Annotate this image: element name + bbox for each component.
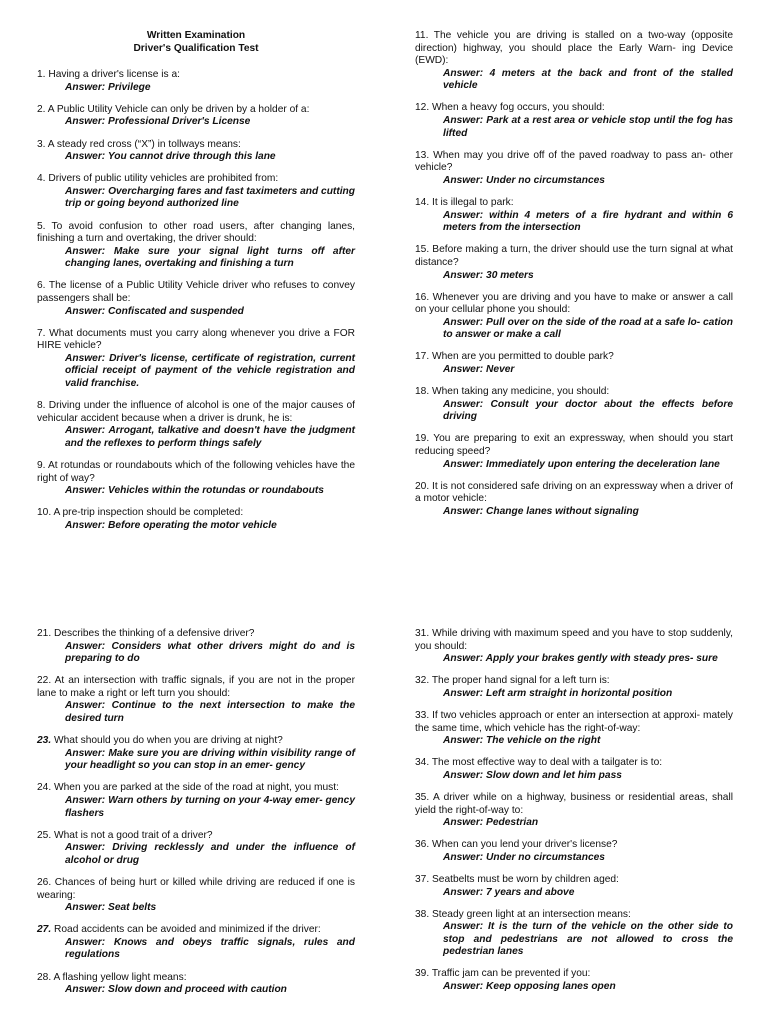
column-top-right bbox=[415, 30, 733, 528]
answer-text bbox=[415, 817, 733, 830]
answer-body: You cannot drive through this lane bbox=[107, 151, 276, 163]
answer-body: It is the turn of the vehicle on the other side to stop and pedestrians are not allowed to cross the pedestrian lanes bbox=[443, 921, 733, 958]
question-text bbox=[37, 280, 355, 305]
question-body: What is not a good trait of a driver? bbox=[54, 829, 213, 841]
question-body: When a heavy fog occurs, you should: bbox=[432, 102, 605, 114]
question-item bbox=[37, 830, 355, 868]
question-list bbox=[415, 628, 733, 994]
question-item bbox=[37, 675, 355, 725]
answer-body: Slow down and let him pass bbox=[486, 769, 622, 781]
question-item bbox=[37, 173, 355, 211]
answer-text bbox=[415, 68, 733, 93]
question-number: 36. bbox=[415, 839, 430, 851]
column-top-left bbox=[37, 30, 355, 542]
answer-text bbox=[37, 246, 355, 271]
question-text bbox=[37, 400, 355, 425]
answer-text bbox=[415, 210, 733, 235]
answer-body: Make sure your signal light turns off after changing lanes, overtaking and finishing a turn bbox=[65, 245, 355, 270]
answer-text bbox=[415, 921, 733, 959]
question-body: It is not considered safe driving on an expressway when a driver of a motor vehicle: bbox=[415, 480, 733, 505]
answer-text bbox=[37, 116, 355, 129]
answer-body: Privilege bbox=[108, 81, 151, 93]
question-body: Having a driver's license is a: bbox=[48, 69, 180, 81]
question-number: 9. bbox=[37, 460, 46, 472]
question-item bbox=[37, 972, 355, 997]
question-body: If two vehicles approach or enter an intersection at approxi- mately the same time, which vehicle has the right-of-way: bbox=[415, 709, 733, 734]
answer-body: Driver's license, certificate of registration, current official receipt of payment of the vehicle registration and valid franchise. bbox=[65, 352, 355, 390]
question-body: Describes the thinking of a defensive driver? bbox=[54, 628, 255, 639]
answer-prefix: Answer: bbox=[443, 398, 484, 410]
question-item bbox=[37, 328, 355, 391]
question-text bbox=[37, 972, 355, 985]
question-body: A flashing yellow light means: bbox=[53, 971, 187, 983]
answer-prefix: Answer: bbox=[443, 316, 484, 328]
question-item bbox=[37, 782, 355, 820]
question-number: 11. bbox=[415, 30, 429, 41]
answer-prefix: Answer: bbox=[443, 67, 484, 79]
question-number: 22. bbox=[37, 675, 52, 687]
answer-prefix: Answer: bbox=[443, 981, 484, 993]
answer-prefix: Answer: bbox=[65, 485, 106, 497]
answer-body: Pedestrian bbox=[486, 817, 539, 829]
answer-prefix: Answer: bbox=[443, 921, 484, 933]
answer-text bbox=[415, 399, 733, 424]
answer-text bbox=[37, 984, 355, 997]
answer-prefix: Answer: bbox=[65, 936, 106, 948]
answer-body: Considers what other drivers might do and is preparing to do bbox=[65, 640, 355, 665]
answer-body: Keep opposing lanes open bbox=[486, 981, 616, 993]
question-body: Drivers of public utility vehicles are prohibited from: bbox=[48, 173, 279, 185]
question-number: 16. bbox=[415, 291, 430, 303]
question-item bbox=[37, 221, 355, 271]
answer-prefix: Answer: bbox=[443, 458, 484, 470]
question-body: At an intersection with traffic signals, if you are not in the proper lane to make a right or left turn you should: bbox=[37, 675, 355, 699]
question-number: 34. bbox=[415, 757, 430, 769]
answer-prefix: Answer: bbox=[65, 640, 106, 652]
question-body: When taking any medicine, you should: bbox=[432, 386, 610, 398]
answer-prefix: Answer: bbox=[443, 687, 484, 699]
answer-body: Overcharging fares and fast taximeters and cutting trip or going beyond authorized line bbox=[65, 185, 355, 210]
question-body: A Public Utility Vehicle can only be driven by a holder of a: bbox=[47, 103, 310, 115]
answer-body: Left arm straight in horizontal position bbox=[486, 687, 673, 699]
answer-body: Consult your doctor about the effects before driving bbox=[443, 398, 733, 423]
answer-body: Professional Driver's License bbox=[108, 116, 251, 128]
question-body: What documents must you carry along whenever you drive a FOR HIRE vehicle? bbox=[37, 327, 355, 352]
answer-text bbox=[37, 842, 355, 867]
question-body: Traffic jam can be prevented if you: bbox=[431, 968, 591, 980]
question-text bbox=[415, 244, 733, 269]
answer-text bbox=[415, 175, 733, 188]
question-number: 25. bbox=[37, 829, 52, 841]
question-body: To avoid confusion to other road users, after changing lanes, finishing a turn and overtaking, the driver should: bbox=[37, 220, 356, 245]
answer-prefix: Answer: bbox=[65, 151, 106, 163]
question-item bbox=[415, 481, 733, 519]
answer-text bbox=[415, 735, 733, 748]
question-number: 21. bbox=[37, 628, 52, 639]
question-body: While driving with maximum speed and you have to stop suddenly, you should: bbox=[415, 628, 733, 652]
header-subtitle: Driver's Qualification Test bbox=[133, 42, 259, 54]
question-item bbox=[415, 244, 733, 282]
answer-prefix: Answer: bbox=[443, 653, 484, 665]
answer-text bbox=[415, 115, 733, 140]
question-item bbox=[415, 433, 733, 471]
answer-prefix: Answer: bbox=[443, 817, 484, 829]
question-list bbox=[415, 30, 733, 519]
question-number: 8. bbox=[37, 400, 46, 412]
question-number: 38. bbox=[415, 908, 430, 920]
question-text bbox=[415, 909, 733, 922]
question-body: A pre-trip inspection should be completed: bbox=[53, 507, 244, 519]
question-item bbox=[415, 792, 733, 830]
question-body: Seatbelts must be worn by children aged: bbox=[432, 873, 619, 885]
question-number: 13. bbox=[415, 149, 430, 161]
answer-text bbox=[37, 485, 355, 498]
answer-body: Under no circumstances bbox=[486, 174, 605, 186]
question-text bbox=[37, 104, 355, 117]
question-text bbox=[415, 30, 733, 68]
question-text bbox=[415, 102, 733, 115]
question-text bbox=[37, 221, 355, 246]
question-text bbox=[415, 792, 733, 817]
question-body: The license of a Public Utility Vehicle driver who refuses to convey passengers shall be: bbox=[37, 280, 355, 304]
question-item bbox=[37, 507, 355, 532]
question-number: 10. bbox=[37, 507, 52, 519]
answer-body: Continue to the next intersection to make the desired turn bbox=[65, 700, 355, 725]
answer-body: Change lanes without signaling bbox=[486, 505, 639, 517]
answer-body: Before operating the motor vehicle bbox=[108, 519, 277, 531]
answer-text bbox=[37, 520, 355, 533]
question-body: When may you drive off of the paved roadway to pass an- other vehicle? bbox=[415, 149, 733, 174]
question-text bbox=[415, 968, 733, 981]
question-number: 1. bbox=[37, 69, 46, 81]
question-number: 24. bbox=[37, 782, 52, 794]
question-item bbox=[37, 69, 355, 94]
question-number: 19. bbox=[415, 433, 430, 445]
question-number: 7. bbox=[37, 327, 46, 339]
answer-body: Pull over on the side of the road at a safe lo- cation to answer or make a call bbox=[443, 316, 733, 341]
answer-body: Warn others by turning on your 4-way emer- gency flashers bbox=[65, 795, 355, 819]
question-item bbox=[415, 757, 733, 782]
answer-prefix: Answer: bbox=[65, 747, 106, 759]
question-item bbox=[415, 30, 733, 93]
question-number: 6. bbox=[37, 280, 46, 292]
question-number: 14. bbox=[415, 197, 430, 209]
question-item bbox=[415, 197, 733, 235]
question-text bbox=[37, 735, 355, 748]
answer-prefix: Answer: bbox=[65, 902, 106, 914]
answer-prefix: Answer: bbox=[443, 886, 484, 898]
answer-text bbox=[415, 770, 733, 783]
answer-body: Vehicles within the rotundas or roundabouts bbox=[108, 485, 324, 497]
answer-body: 7 years and above bbox=[486, 886, 575, 898]
question-body: The vehicle you are driving is stalled on a two-way (opposite direction) highway, you should place the Early Warn- ing Device (EWD): bbox=[415, 30, 733, 67]
question-number: 17. bbox=[415, 351, 430, 363]
question-number: 4. bbox=[37, 173, 46, 185]
question-item bbox=[415, 710, 733, 748]
question-number: 2. bbox=[37, 103, 46, 115]
question-body: Chances of being hurt or killed while driving are reduced if one is wearing: bbox=[37, 877, 355, 901]
question-body: Driving under the influence of alcohol is one of the major causes of vehicular accident because when a driver is drunk, he is: bbox=[37, 400, 355, 424]
question-text bbox=[37, 782, 355, 795]
answer-prefix: Answer: bbox=[443, 115, 484, 127]
question-item bbox=[37, 139, 355, 164]
question-body: You are preparing to exit an expressway, when should you start reducing speed? bbox=[415, 433, 733, 458]
question-number: 27. bbox=[37, 924, 52, 936]
question-item bbox=[415, 351, 733, 376]
question-number: 32. bbox=[415, 675, 430, 687]
question-body: A steady red cross (“X”) in tollways means: bbox=[47, 138, 241, 150]
question-item bbox=[415, 909, 733, 959]
question-text bbox=[37, 675, 355, 700]
answer-prefix: Answer: bbox=[65, 352, 106, 364]
answer-body: Park at a rest area or vehicle stop until the fog has lifted bbox=[443, 115, 733, 139]
answer-prefix: Answer: bbox=[65, 116, 106, 128]
answer-text bbox=[37, 641, 355, 666]
answer-text bbox=[415, 364, 733, 377]
question-text bbox=[415, 481, 733, 506]
answer-text bbox=[37, 937, 355, 962]
question-body: What should you do when you are driving at night? bbox=[54, 735, 283, 747]
answer-prefix: Answer: bbox=[65, 305, 106, 317]
answer-text bbox=[415, 653, 733, 666]
answer-prefix: Answer: bbox=[65, 425, 106, 437]
question-body: It is illegal to park: bbox=[432, 197, 514, 209]
question-item bbox=[415, 292, 733, 342]
answer-body: Slow down and proceed with caution bbox=[108, 984, 287, 996]
question-item bbox=[415, 150, 733, 188]
question-number: 15. bbox=[415, 244, 430, 256]
question-body: The proper hand signal for a left turn is: bbox=[431, 675, 610, 687]
answer-body: Driving recklessly and under the influence of alcohol or drug bbox=[65, 842, 355, 866]
question-text bbox=[415, 675, 733, 688]
question-item bbox=[415, 102, 733, 140]
question-text bbox=[37, 924, 355, 937]
question-number: 5. bbox=[37, 220, 46, 232]
question-number: 33. bbox=[415, 709, 430, 721]
question-text bbox=[37, 69, 355, 82]
question-item bbox=[37, 104, 355, 129]
question-text bbox=[415, 710, 733, 735]
question-text bbox=[37, 139, 355, 152]
answer-body: Never bbox=[486, 364, 515, 376]
question-item bbox=[415, 628, 733, 666]
column-bottom-left bbox=[37, 628, 355, 1006]
answer-text bbox=[415, 270, 733, 283]
question-text bbox=[415, 386, 733, 399]
answer-body: Make sure you are driving within visibility range of your headlight so you can stop in an emer- gency bbox=[65, 747, 355, 772]
answer-text bbox=[415, 981, 733, 994]
question-text bbox=[415, 150, 733, 175]
answer-prefix: Answer: bbox=[443, 209, 484, 221]
answer-prefix: Answer: bbox=[443, 364, 484, 376]
question-body: When you are parked at the side of the road at night, you must: bbox=[54, 782, 339, 794]
answer-body: Seat belts bbox=[108, 902, 157, 914]
question-number: 35. bbox=[415, 791, 430, 803]
question-item bbox=[415, 874, 733, 899]
answer-prefix: Answer: bbox=[443, 174, 484, 186]
exam-header bbox=[37, 30, 355, 55]
question-body: Before making a turn, the driver should use the turn signal at what distance? bbox=[415, 244, 733, 268]
answer-body: 30 meters bbox=[486, 269, 534, 281]
question-text bbox=[415, 197, 733, 210]
answer-body: Under no circumstances bbox=[486, 851, 605, 863]
question-item bbox=[415, 675, 733, 700]
answer-text bbox=[415, 317, 733, 342]
question-text bbox=[37, 628, 355, 641]
answer-text bbox=[37, 425, 355, 450]
question-text bbox=[415, 628, 733, 653]
answer-prefix: Answer: bbox=[443, 769, 484, 781]
answer-body: Immediately upon entering the deceleration lane bbox=[486, 458, 720, 470]
answer-text bbox=[415, 887, 733, 900]
answer-body: The vehicle on the right bbox=[486, 735, 601, 747]
question-number: 23. bbox=[37, 735, 52, 747]
answer-text bbox=[415, 459, 733, 472]
answer-prefix: Answer: bbox=[65, 700, 106, 712]
question-body: A driver while on a highway, business or residential areas, shall yield the right-of-way to: bbox=[415, 791, 733, 816]
answer-prefix: Answer: bbox=[443, 851, 484, 863]
question-body: When are you permitted to double park? bbox=[432, 351, 614, 363]
question-item bbox=[415, 386, 733, 424]
question-number: 18. bbox=[415, 386, 430, 398]
question-item bbox=[415, 839, 733, 864]
question-number: 39. bbox=[415, 968, 430, 980]
answer-body: 4 meters at the back and front of the stalled vehicle bbox=[443, 67, 733, 92]
answer-prefix: Answer: bbox=[65, 842, 106, 854]
answer-text bbox=[415, 852, 733, 865]
answer-text bbox=[415, 506, 733, 519]
answer-body: Arrogant, talkative and doesn't have the judgment and the reflexes to perform things safely bbox=[65, 425, 355, 449]
answer-text bbox=[37, 306, 355, 319]
question-item bbox=[37, 460, 355, 498]
question-list bbox=[37, 628, 355, 997]
question-body: Road accidents can be avoided and minimized if the driver: bbox=[54, 924, 321, 936]
answer-text bbox=[415, 688, 733, 701]
question-text bbox=[415, 292, 733, 317]
question-text bbox=[37, 507, 355, 520]
answer-prefix: Answer: bbox=[65, 519, 106, 531]
question-item bbox=[415, 968, 733, 993]
answer-prefix: Answer: bbox=[443, 505, 484, 517]
header-title: Written Examination bbox=[146, 30, 246, 41]
answer-text bbox=[37, 82, 355, 95]
question-text bbox=[415, 351, 733, 364]
question-item bbox=[37, 628, 355, 666]
question-text bbox=[37, 173, 355, 186]
question-body: At rotundas or roundabouts which of the following vehicles have the right of way? bbox=[37, 460, 355, 484]
question-number: 12. bbox=[415, 102, 430, 114]
answer-prefix: Answer: bbox=[65, 795, 106, 807]
answer-prefix: Answer: bbox=[65, 81, 106, 93]
question-number: 26. bbox=[37, 877, 52, 888]
question-text bbox=[415, 839, 733, 852]
answer-text bbox=[37, 748, 355, 773]
question-number: 28. bbox=[37, 971, 52, 983]
question-list bbox=[37, 69, 355, 532]
answer-body: Confiscated and suspended bbox=[108, 305, 244, 317]
question-text bbox=[415, 874, 733, 887]
answer-text bbox=[37, 186, 355, 211]
answer-body: within 4 meters of a fire hydrant and within 6 meters from the intersection bbox=[443, 209, 733, 234]
column-bottom-right bbox=[415, 628, 733, 1003]
answer-body: Apply your brakes gently with steady pres- sure bbox=[485, 653, 718, 665]
question-item bbox=[37, 924, 355, 962]
question-number: 3. bbox=[37, 138, 46, 150]
question-number: 37. bbox=[415, 873, 430, 885]
question-text bbox=[37, 830, 355, 843]
answer-prefix: Answer: bbox=[65, 185, 106, 197]
question-text bbox=[37, 328, 355, 353]
question-text bbox=[415, 757, 733, 770]
answer-body: Knows and obeys traffic signals, rules and regulations bbox=[65, 936, 355, 961]
question-item bbox=[37, 735, 355, 773]
answer-text bbox=[37, 795, 355, 820]
answer-text bbox=[37, 902, 355, 915]
answer-prefix: Answer: bbox=[65, 984, 106, 996]
answer-text bbox=[37, 353, 355, 391]
answer-prefix: Answer: bbox=[443, 735, 484, 747]
question-text bbox=[37, 460, 355, 485]
question-body: Steady green light at an intersection means: bbox=[432, 908, 631, 920]
question-number: 31. bbox=[415, 628, 430, 639]
question-item bbox=[37, 877, 355, 915]
question-number: 20. bbox=[415, 480, 430, 492]
answer-text bbox=[37, 151, 355, 164]
question-text bbox=[415, 433, 733, 458]
answer-prefix: Answer: bbox=[65, 245, 106, 257]
question-body: When can you lend your driver's license? bbox=[432, 839, 618, 851]
question-body: Whenever you are driving and you have to make or answer a call on your cellular phone you should: bbox=[415, 291, 733, 316]
answer-text bbox=[37, 700, 355, 725]
question-item bbox=[37, 400, 355, 450]
question-text bbox=[37, 877, 355, 902]
question-item bbox=[37, 280, 355, 318]
question-body: The most effective way to deal with a tailgater is to: bbox=[431, 757, 663, 769]
answer-prefix: Answer: bbox=[443, 269, 484, 281]
